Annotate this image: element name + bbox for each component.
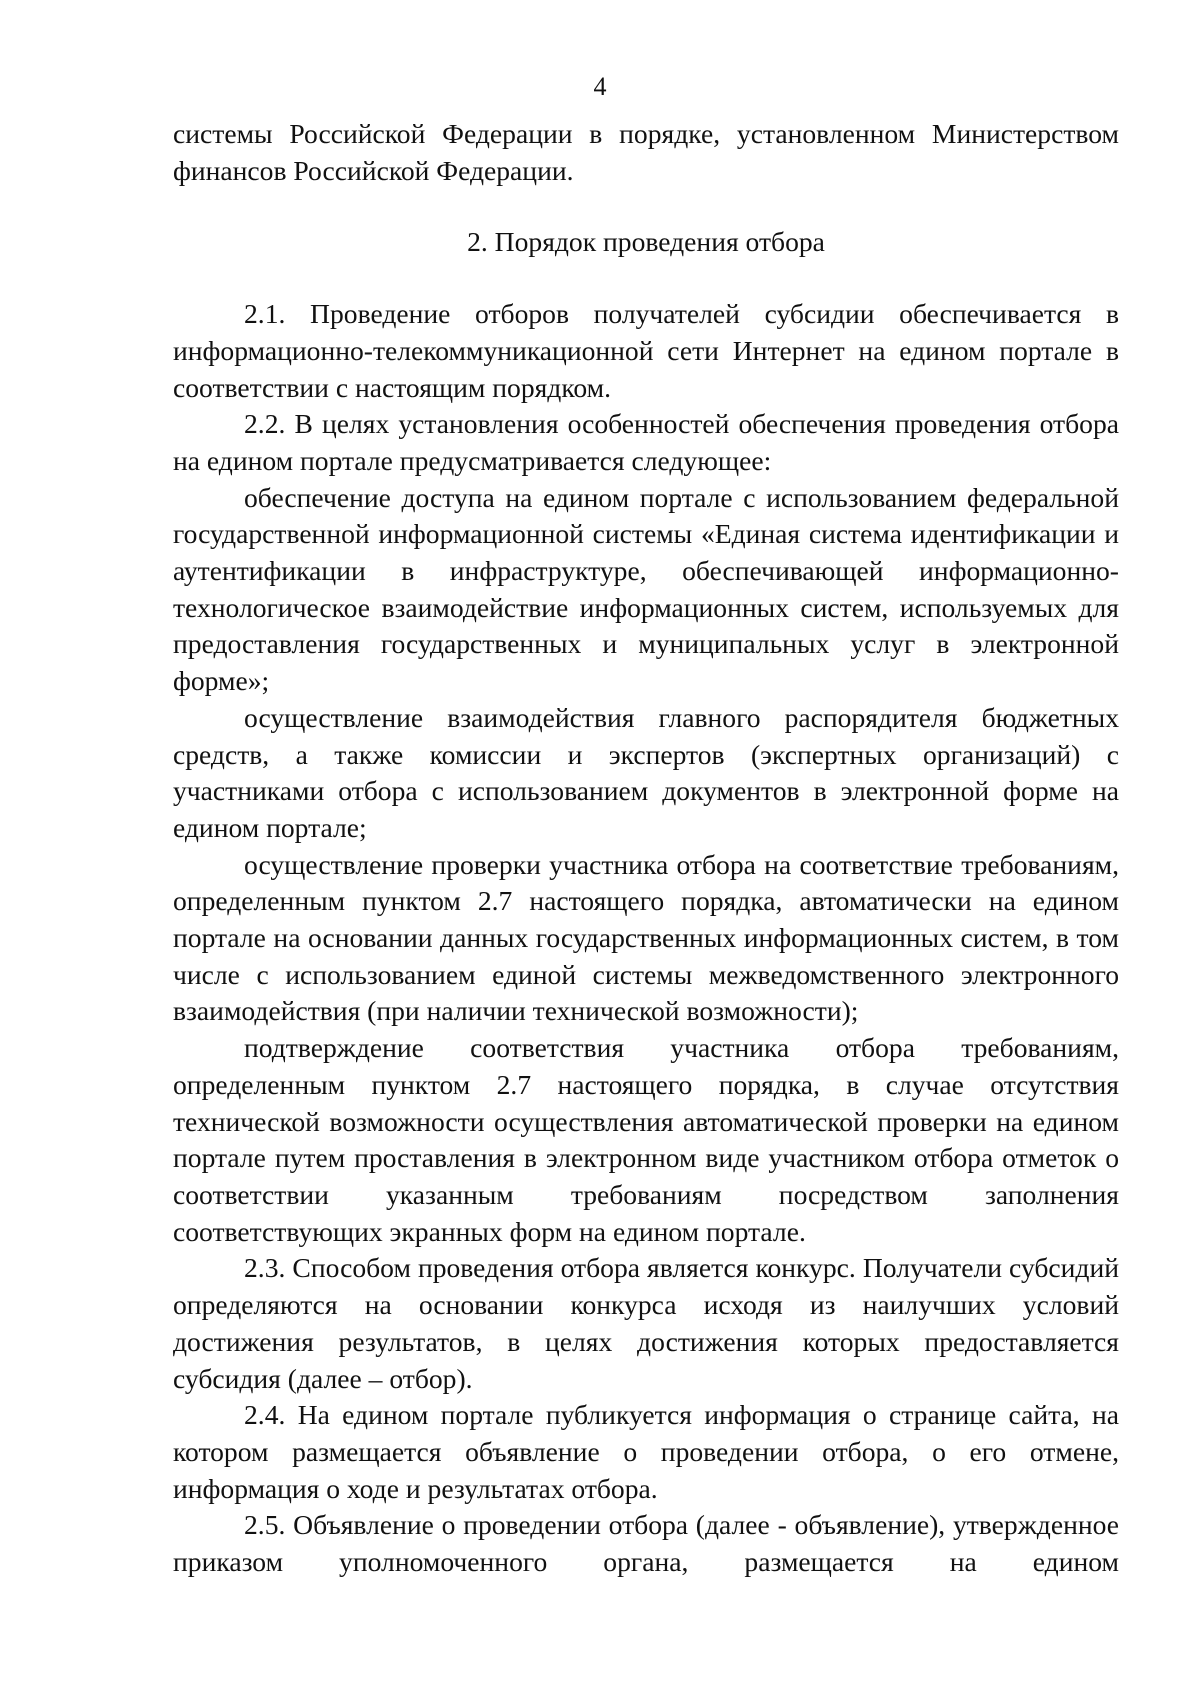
paragraph-2-1: 2.1. Проведение отборов получателей субсидии обеспечивается в информационно-телекоммуникационной сети Интернет на едином портале в соответствии с настоящим порядком.	[173, 298, 1119, 403]
list-item-verification: осуществление проверки участника отбора на соответствие требованиям, определенным пунктом 2.7 настоящего порядка, автоматически на едином портале на основании данных государственных информационных систем, в том числе с использованием единой системы межведомственного электронного взаимодействия (при наличии технической возможности);	[173, 848, 1119, 1027]
page-number: 4	[593, 72, 607, 101]
document-body	[173, 116, 1119, 1581]
paragraph-2-2: 2.2. В целях установления особенностей обеспечения проведения отбора на едином портале предусматривается следующее:	[173, 408, 1119, 476]
paragraph-2-4: 2.4. На едином портале публикуется информация о странице сайта, на котором размещается объявление о проведении отбора, о его отмене, информация о ходе и результатах отбора.	[173, 1399, 1119, 1504]
list-item-access: обеспечение доступа на едином портале с использованием федеральной государственной информационной системы «Единая система идентификации и аутентификации в инфраструктуре, обеспечивающей информационно-технологическое взаимодействие информационных систем, используемых для предоставления государственных и муниципальных услуг в электронной форме»;	[173, 481, 1119, 697]
list-item-interaction: осуществление взаимодействия главного распорядителя бюджетных средств, а также комиссии и экспертов (экспертных организаций) с участниками отбора с использованием документов в электронной форме на едином портале;	[173, 701, 1119, 843]
paragraph-2-5: 2.5. Объявление о проведении отбора (далее - объявление), утвержденное приказом уполномоченного органа, размещается на едином	[173, 1509, 1119, 1578]
section-title: 2. Порядок проведения отбора	[467, 226, 825, 258]
paragraph-2-3: 2.3. Способом проведения отбора является конкурс. Получатели субсидий определяются на основании конкурса исходя из наилучших условий достижения результатов, в целях достижения которых предоставляется субсидия (далее – отбор).	[173, 1252, 1119, 1394]
intro-paragraph: системы Российской Федерации в порядке, установленном Министерством финансов Российской Федерации.	[173, 118, 1119, 186]
list-item-confirmation: подтверждение соответствия участника отбора требованиям, определенным пунктом 2.7 настоящего порядка, в случае отсутствия технической возможности осуществления автоматической проверки на едином портале путем проставления в электронном виде участником отбора отметок о соответствии указанным требованиям посредством заполнения соответствующих экранных форм на едином портале.	[173, 1032, 1119, 1247]
